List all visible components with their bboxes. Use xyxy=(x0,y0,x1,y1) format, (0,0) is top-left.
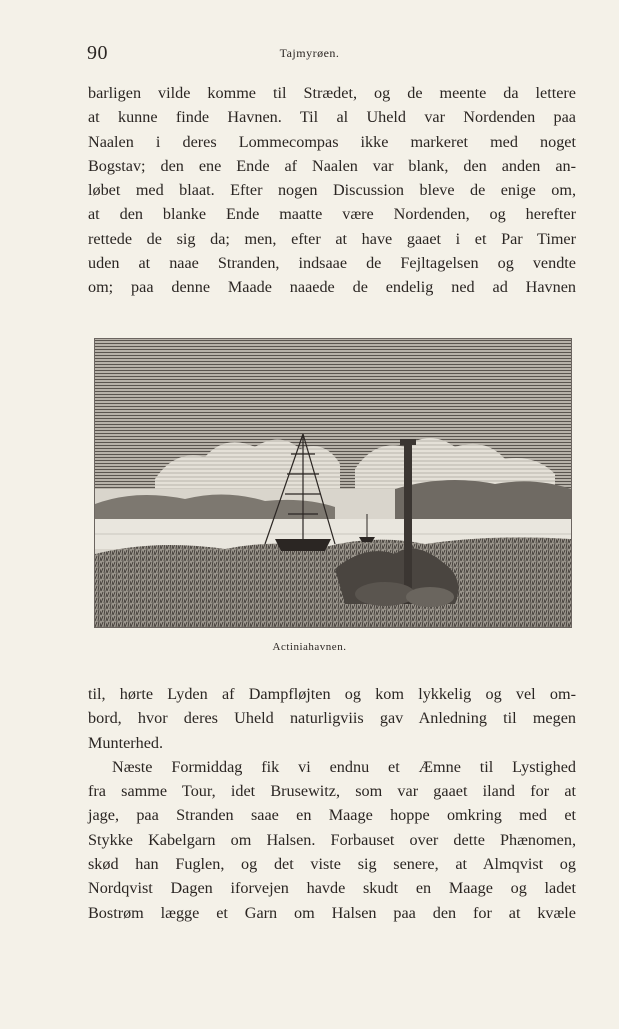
text-line: uden at naae Stranden, indsaae de Fejltagelsen og vendte xyxy=(88,254,576,273)
text-line: barligen vilde komme til Strædet, og de meente da lettere xyxy=(88,84,576,102)
text-line: rettede de sig da; men, efter at have gaaet i et Par Timer xyxy=(88,229,576,248)
text-line: Næste Formiddag fik vi endnu et Æmne til Lystighed xyxy=(112,757,576,776)
text-line: at den blanke Ende maatte være Nordenden, og herefter xyxy=(88,205,576,224)
text-line: Nordqvist Dagen iforvejen havde skudt en Maage og ladet xyxy=(88,879,576,898)
figure-caption: Actiniahavnen. xyxy=(272,641,347,653)
text-line: at kunne finde Havnen. Til al Uheld var Nordenden paa xyxy=(88,108,576,127)
text-line: Bogstav; den ene Ende af Naalen var blank, den anden an- xyxy=(88,156,576,175)
text-line: jage, paa Stranden saae en Maage hoppe omkring med et xyxy=(88,806,576,825)
text-line: løbet med blaat. Efter nogen Discussion bleve de enige om, xyxy=(88,181,576,200)
harbor-engraving xyxy=(94,338,572,628)
text-line: til, hørte Lyden af Dampfløjten og kom lykkelig og vel om- xyxy=(88,685,576,703)
text-line: bord, hvor deres Uheld naturligviis gav Anledning til megen xyxy=(88,709,576,728)
paragraph-continued xyxy=(88,682,576,925)
text-line: skød han Fuglen, og det viste sig senere, at Almqvist og xyxy=(88,855,576,874)
text-line: Bostrøm lægge et Garn om Halsen paa den for at kvæle xyxy=(88,903,576,922)
text-line: Stykke Kabelgarn om Halsen. Forbauset over dette Phænomen, xyxy=(88,830,576,849)
text-line: om; paa denne Maade naaede de endelig ned ad Havnen xyxy=(88,278,576,297)
page-number: 90 xyxy=(87,42,108,64)
running-head: Tajmyrøen. xyxy=(279,46,340,60)
text-line: Naalen i deres Lommecompas ikke markeret med noget xyxy=(88,132,576,151)
text-line: Munterhed. xyxy=(88,733,164,752)
text-line: fra samme Tour, idet Brusewitz, som var gaaet iland for at xyxy=(88,782,576,801)
paragraph-continued xyxy=(88,81,576,300)
